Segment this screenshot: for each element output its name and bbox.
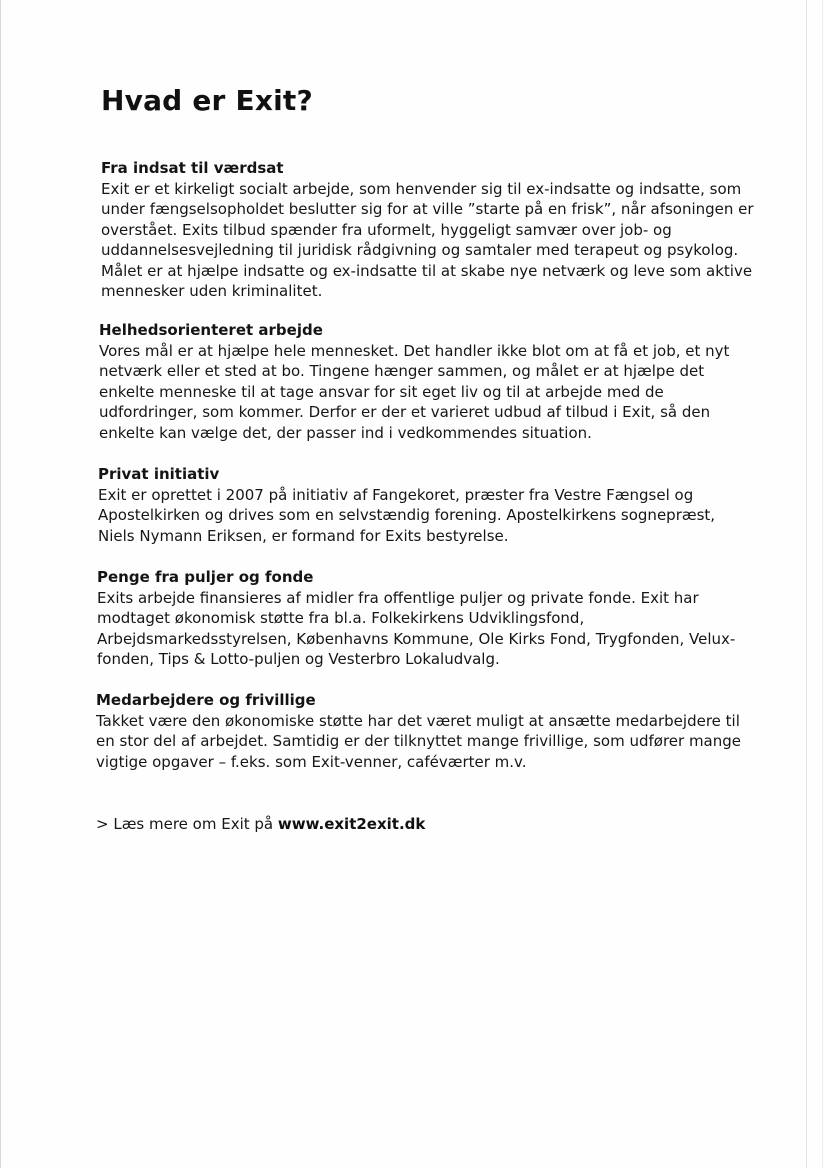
section-body [96, 711, 776, 773]
section-helhedsorienteret [99, 320, 779, 443]
body-line: Exit er oprettet i 2007 på initiativ af Fangekoret, præster fra Vestre Fængsel og [98, 485, 694, 504]
body-line: uddannelsesvejledning til juridisk rådgivning og samtaler med terapeut og psykolog. [101, 241, 739, 259]
body-line: netværk eller et sted at bo. Tingene hænger sammen, og målet er at hjælpe det [99, 362, 705, 380]
body-line: Apostelkirken og drives som en selvstændig forening. Apostelkirkens sognepræst, [98, 506, 716, 524]
section-body [98, 485, 778, 547]
body-line: Målet er at hjælpe indsatte og ex-indsatte til at skabe nye netværk og leve som aktive [101, 261, 753, 280]
body-line: Arbejdsmarkedsstyrelsen, Københavns Kommune, Ole Kirks Fond, Trygfonden, Velux- [97, 629, 736, 648]
body-line: udfordringer, som kommer. Derfor er der et varieret udbud af tilbud i Exit, så den [99, 403, 711, 421]
scan-edge-right [806, 0, 807, 1168]
body-line: modtaget økonomisk støtte fra bl.a. Folkekirkens Udviklingsfond, [97, 609, 585, 627]
section-body [101, 179, 781, 302]
section-heading: Medarbejdere og frivillige [96, 691, 316, 709]
section-fra-indsat [101, 158, 781, 302]
body-line: Niels Nymann Eriksen, er formand for Exits bestyrelse. [98, 526, 509, 545]
section-heading: Penge fra puljer og fonde [97, 568, 314, 586]
body-line: mennesker uden kriminalitet. [101, 282, 323, 300]
body-line: Exit er et kirkeligt socialt arbejde, som henvender sig til ex-indsatte og indsatte, som [101, 179, 742, 198]
read-more-line [96, 814, 425, 834]
section-heading: Privat initiativ [98, 465, 220, 483]
section-heading: Helhedsorienteret arbejde [99, 321, 323, 339]
body-line: Vores mål er at hjælpe hele mennesket. Det handler ikke blot om at få et job, et nyt [99, 341, 730, 360]
body-line: enkelte menneske til at tage ansvar for sit eget liv og til at arbejde med de [99, 382, 664, 401]
read-more-prefix: > Læs mere om Exit på [96, 815, 278, 833]
body-line: Exits arbejde finansieres af midler fra offentlige puljer og private fonde. Exit har [97, 588, 699, 607]
section-medarbejdere [96, 690, 776, 772]
section-penge [97, 567, 777, 670]
body-line: en stor del af arbejdet. Samtidig er der tilknyttet mange frivillige, som udfører mange [96, 732, 742, 750]
body-line: overstået. Exits tilbud spænder fra uformelt, hyggeligt samvær over job- og [101, 220, 672, 239]
website-link[interactable]: www.exit2exit.dk [277, 815, 426, 833]
section-body [99, 341, 779, 444]
body-line: vigtige opgaver – f.eks. som Exit-venner, caféværter m.v. [96, 752, 527, 771]
section-privat-initiativ [98, 464, 778, 546]
section-heading: Fra indsat til værdsat [101, 159, 284, 177]
body-line: under fængselsopholdet beslutter sig for at ville ”starte på en frisk”, når afsoningen er [101, 200, 754, 218]
body-line: Takket være den økonomiske støtte har det været muligt at ansætte medarbejdere til [96, 711, 740, 730]
body-line: enkelte kan vælge det, der passer ind i vedkommendes situation. [99, 423, 592, 442]
scan-edge-right-outer [822, 0, 823, 1168]
body-line: fonden, Tips & Lotto-puljen og Vesterbro Lokaludvalg. [97, 650, 500, 668]
page-title: Hvad er Exit? [101, 84, 313, 117]
scan-edge-left [0, 0, 1, 1168]
section-body [97, 588, 777, 670]
